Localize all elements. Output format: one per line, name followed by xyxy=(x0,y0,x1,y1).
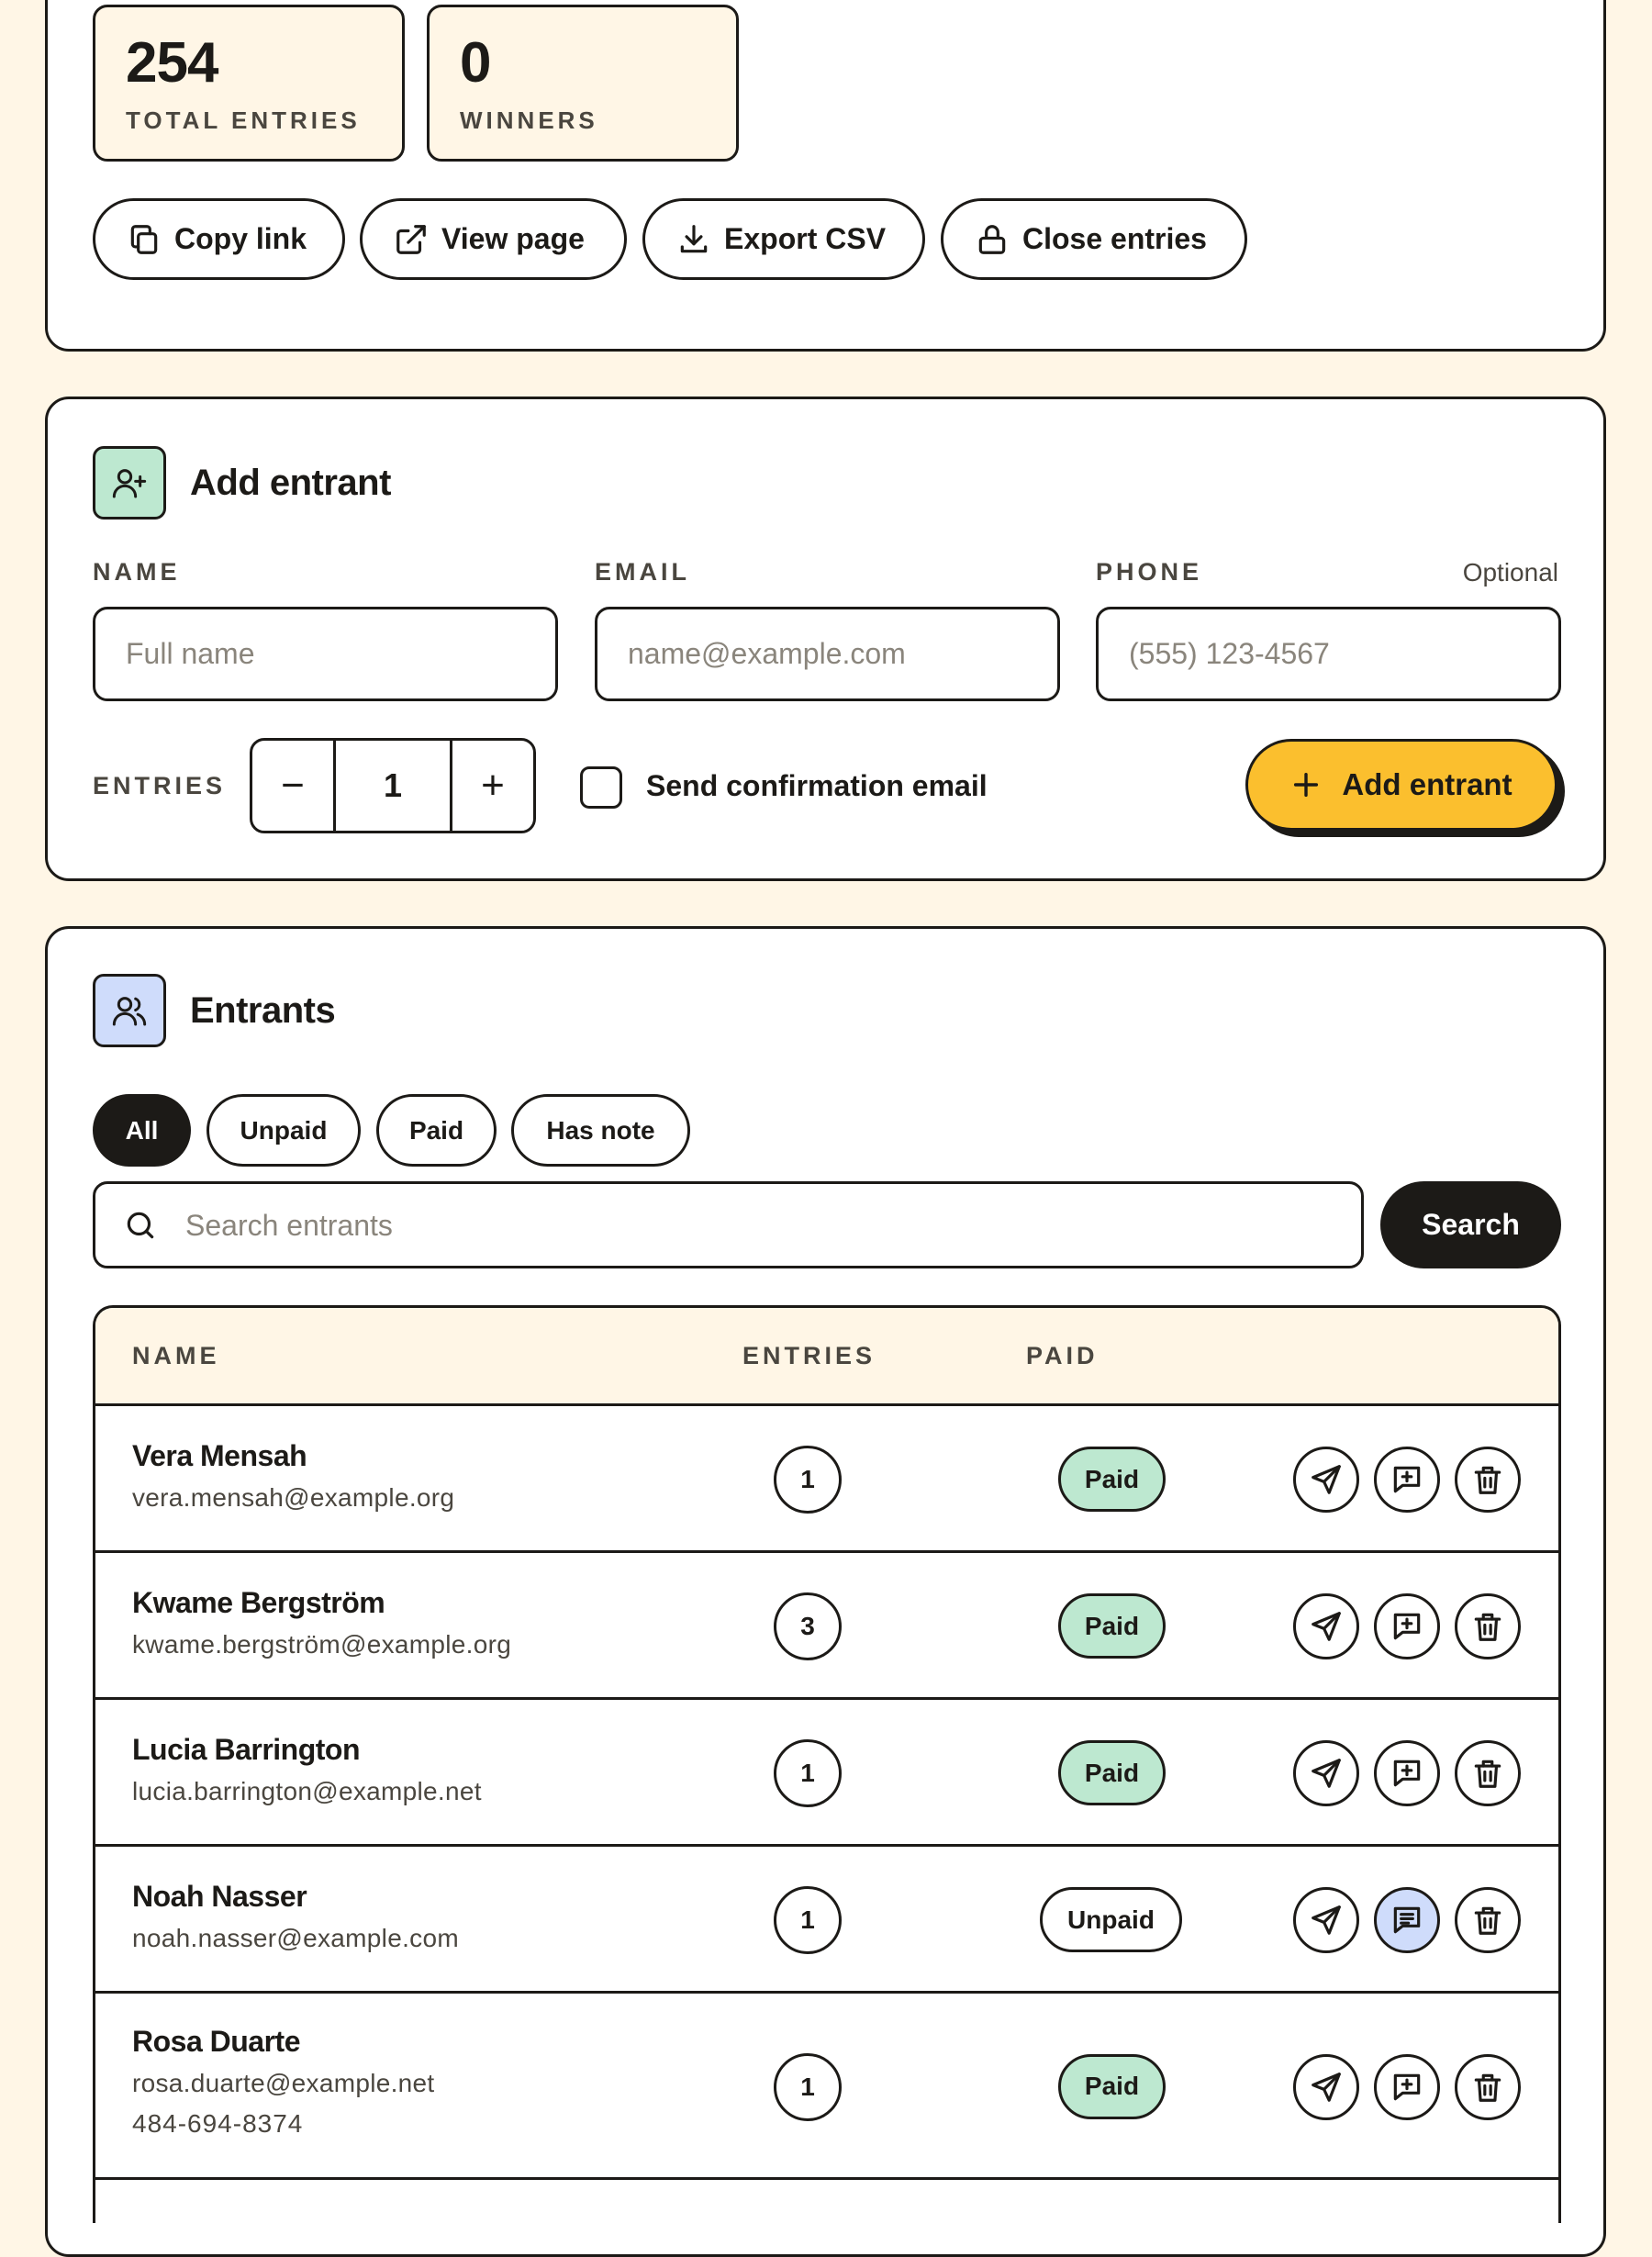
view-note-button[interactable] xyxy=(1374,1887,1440,1953)
add-note-button[interactable] xyxy=(1374,1593,1440,1659)
send-reminder-button[interactable] xyxy=(1293,2054,1359,2120)
add-entrant-icon-box xyxy=(93,446,166,520)
filter-has-note[interactable]: Has note xyxy=(511,1094,690,1167)
entrant-name: Kwame Bergström xyxy=(132,1586,385,1619)
entrants-header xyxy=(93,974,335,1047)
column-paid: PAID xyxy=(1026,1342,1099,1369)
table-row xyxy=(95,1847,1558,1994)
send-reminder-button[interactable] xyxy=(1293,1740,1359,1806)
filter-unpaid[interactable]: Unpaid xyxy=(206,1094,361,1167)
download-icon xyxy=(676,222,711,257)
entries-count: 1 xyxy=(774,1886,842,1954)
search-icon xyxy=(123,1208,158,1243)
search-box xyxy=(93,1181,1364,1268)
copy-link-button[interactable] xyxy=(93,198,345,280)
delete-entrant-button[interactable] xyxy=(1455,1740,1521,1806)
add-entrant-button-label: Add entrant xyxy=(1342,767,1512,801)
entrant-email: rosa.duarte@example.net xyxy=(132,2069,435,2097)
send-reminder-button[interactable] xyxy=(1293,1887,1359,1953)
copy-icon xyxy=(127,222,162,257)
winners-label: WINNERS xyxy=(460,106,598,134)
entrant-name: Vera Mensah xyxy=(132,1439,307,1472)
export-csv-button[interactable] xyxy=(642,198,925,280)
export-csv-label: Export CSV xyxy=(724,222,887,255)
note-icon xyxy=(1390,1903,1424,1938)
add-entrant-header xyxy=(93,446,391,520)
view-page-button[interactable] xyxy=(360,198,627,280)
table-row xyxy=(95,1553,1558,1700)
trash-icon xyxy=(1470,1756,1505,1791)
view-page-label: View page xyxy=(441,222,585,255)
filter-all[interactable]: All xyxy=(93,1094,191,1167)
email-input[interactable] xyxy=(595,607,1060,701)
confirmation-label: Send confirmation email xyxy=(646,769,988,802)
entrant-email: vera.mensah@example.org xyxy=(132,1483,455,1512)
entrant-phone: 484-694-8374 xyxy=(132,2109,304,2138)
send-reminder-button[interactable] xyxy=(1293,1447,1359,1513)
entrant-email: noah.nasser@example.com xyxy=(132,1924,459,1952)
send-icon xyxy=(1309,2070,1344,2105)
copy-link-label: Copy link xyxy=(174,222,307,255)
users-icon xyxy=(111,992,148,1029)
entries-count: 1 xyxy=(774,1446,842,1514)
add-note-button[interactable] xyxy=(1374,2054,1440,2120)
decrement-button[interactable]: − xyxy=(281,763,305,808)
entrant-email: kwame.bergström@example.org xyxy=(132,1630,512,1659)
paid-status-badge[interactable]: Paid xyxy=(1058,1593,1166,1659)
entrants-title: Entrants xyxy=(190,989,336,1031)
entries-value[interactable]: 1 xyxy=(333,741,452,831)
add-entrant-button[interactable] xyxy=(1245,739,1557,831)
entries-count: 1 xyxy=(774,1739,842,1807)
external-link-icon xyxy=(394,222,429,257)
plus-icon xyxy=(1290,769,1322,800)
user-plus-icon xyxy=(111,464,148,501)
trash-icon xyxy=(1470,2070,1505,2105)
entrants-card xyxy=(45,926,1606,2257)
paid-status-badge[interactable]: Paid xyxy=(1058,2054,1166,2119)
name-label: NAME xyxy=(93,558,181,586)
send-icon xyxy=(1309,1609,1344,1644)
trash-icon xyxy=(1470,1462,1505,1497)
delete-entrant-button[interactable] xyxy=(1455,1447,1521,1513)
entrants-table xyxy=(93,1305,1561,2223)
close-entries-button[interactable] xyxy=(941,198,1247,280)
send-icon xyxy=(1309,1462,1344,1497)
entrant-name: Lucia Barrington xyxy=(132,1733,361,1766)
winners-value: 0 xyxy=(460,31,491,95)
lock-icon xyxy=(975,222,1010,257)
add-note-icon xyxy=(1390,1756,1424,1791)
phone-input[interactable] xyxy=(1096,607,1561,701)
winners-stat xyxy=(427,5,739,162)
paid-status-badge[interactable]: Unpaid xyxy=(1040,1887,1182,1952)
filter-paid[interactable]: Paid xyxy=(376,1094,497,1167)
entries-count: 1 xyxy=(774,2053,842,2121)
add-entrant-card xyxy=(45,397,1606,881)
phone-optional-hint: Optional xyxy=(1462,558,1558,587)
column-name: NAME xyxy=(132,1342,220,1369)
total-entries-label: TOTAL ENTRIES xyxy=(126,106,361,134)
search-input[interactable] xyxy=(184,1193,1334,1257)
increment-button[interactable]: + xyxy=(481,763,505,808)
entries-label: ENTRIES xyxy=(93,772,227,799)
add-entrant-title: Add entrant xyxy=(190,462,391,503)
paid-status-badge[interactable]: Paid xyxy=(1058,1447,1166,1512)
entries-count: 3 xyxy=(774,1592,842,1660)
trash-icon xyxy=(1470,1609,1505,1644)
send-icon xyxy=(1309,1903,1344,1938)
table-row xyxy=(95,1700,1558,1847)
name-input[interactable] xyxy=(93,607,558,701)
delete-entrant-button[interactable] xyxy=(1455,2054,1521,2120)
total-entries-stat xyxy=(93,5,405,162)
add-note-button[interactable] xyxy=(1374,1740,1440,1806)
entrant-name: Rosa Duarte xyxy=(132,2025,300,2058)
entrants-icon-box xyxy=(93,974,166,1047)
delete-entrant-button[interactable] xyxy=(1455,1593,1521,1659)
entrant-name: Noah Nasser xyxy=(132,1880,307,1913)
table-row xyxy=(95,1406,1558,1553)
add-note-icon xyxy=(1390,1609,1424,1644)
email-label: EMAIL xyxy=(595,558,690,586)
entrant-email: lucia.barrington@example.net xyxy=(132,1777,482,1805)
column-entries: ENTRIES xyxy=(742,1342,876,1369)
add-note-button[interactable] xyxy=(1374,1447,1440,1513)
send-reminder-button[interactable] xyxy=(1293,1593,1359,1659)
phone-label: PHONE xyxy=(1096,558,1203,586)
paid-status-badge[interactable]: Paid xyxy=(1058,1740,1166,1805)
confirmation-checkbox[interactable] xyxy=(580,766,622,809)
delete-entrant-button[interactable] xyxy=(1455,1887,1521,1953)
add-note-icon xyxy=(1390,1462,1424,1497)
search-button[interactable]: Search xyxy=(1380,1181,1561,1268)
close-entries-label: Close entries xyxy=(1022,222,1207,255)
add-note-icon xyxy=(1390,2070,1424,2105)
summary-card xyxy=(45,0,1606,352)
table-header xyxy=(95,1308,1558,1406)
table-row xyxy=(95,1994,1558,2180)
total-entries-value: 254 xyxy=(126,31,218,95)
send-icon xyxy=(1309,1756,1344,1791)
trash-icon xyxy=(1470,1903,1505,1938)
entries-stepper xyxy=(250,738,536,833)
